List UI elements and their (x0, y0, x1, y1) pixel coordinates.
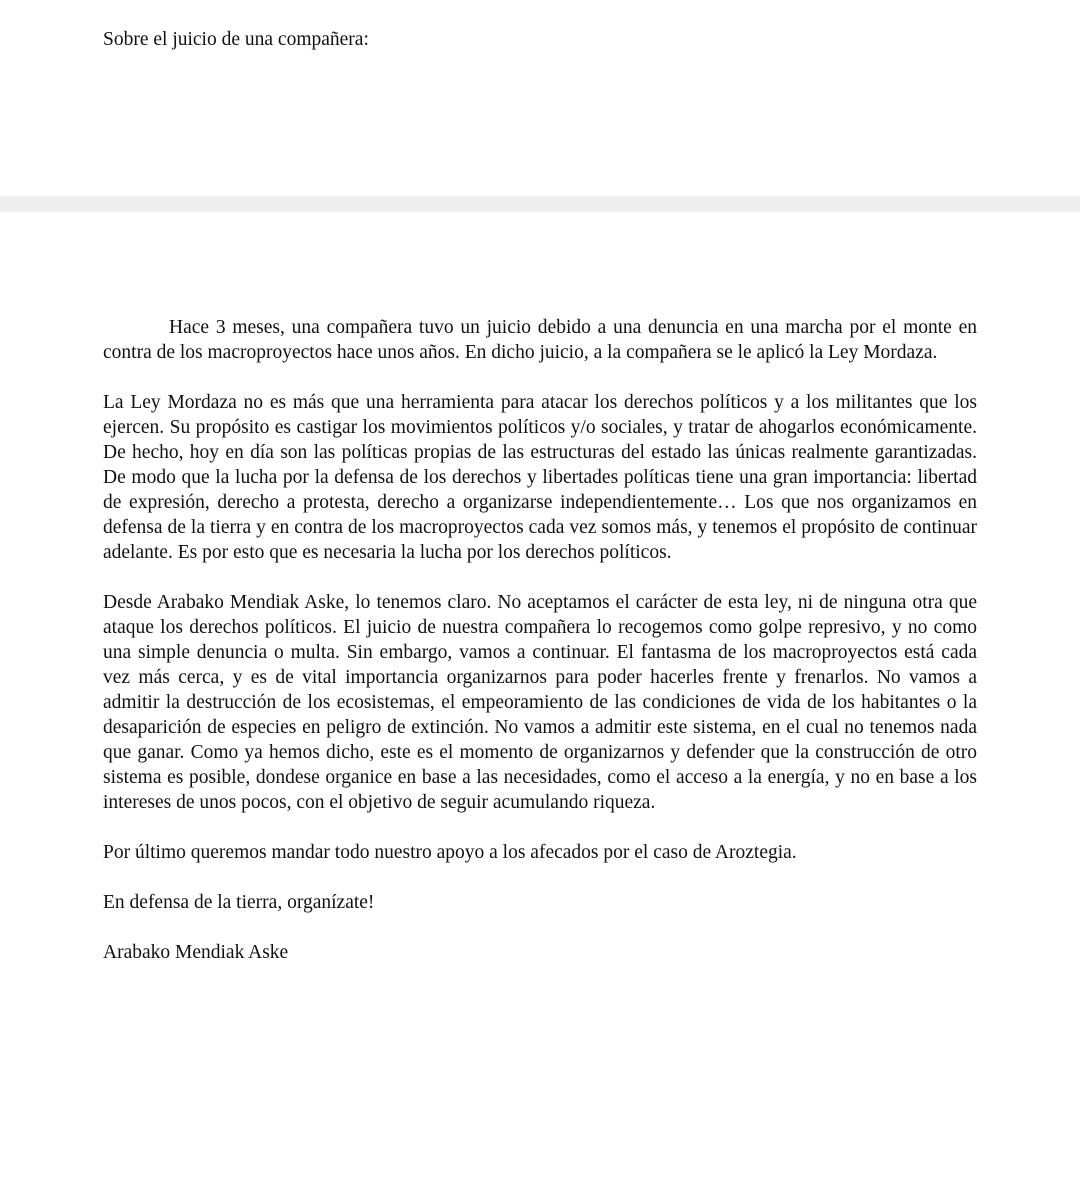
paragraph-ley-mordaza: La Ley Mordaza no es más que una herramienta para atacar los derechos políticos y a los militantes que los ejercen. Su propósito es castigar los movimientos políticos y/o sociales, y tratar de ahogarlos económicamente. De hecho, hoy en día son las políticas propias de las estructuras del estado las únicas realmente garantizadas. De modo que la lucha por la defensa de los derechos y libertades políticas tiene una gran importancia: libertad de expresión, derecho a protesta, derecho a organizarse independientemente… Los que nos organizamos en defensa de la tierra y en contra de los macroproyectos cada vez somos más, y tenemos el propósito de continuar adelante. Es por esto que es necesaria la lucha por los derechos políticos. (103, 392, 977, 563)
paragraph-position: Desde Arabako Mendiak Aske, lo tenemos claro. No aceptamos el carácter de esta ley, ni de ninguna otra que ataque los derechos políticos. El juicio de nuestra compañera lo recogemos como golpe represivo, y no como una simple denuncia o multa. Sin embargo, vamos a continuar. El fantasma de los macroproyectos está cada vez más cerca, y es de vital importancia organizarnos para poder hacerles frente y frenarlos. No vamos a admitir la destrucción de los ecosistemas, el empeoramiento de las condiciones de vida de los habitantes o la desaparición de especies en peligro de extinción. No vamos a admitir este sistema, en el cual no tenemos nada que ganar. Como ya hemos dicho, este es el momento de organizarnos y defender que la construcción de otro sistema es posible, dondese organice en base a las necesidades, como el acceso a la energía, y no en base a los intereses de unos pocos, con el objetivo de seguir acumulando riqueza. (103, 592, 977, 813)
document-page-top (0, 0, 1080, 196)
signature: Arabako Mendiak Aske (103, 942, 289, 963)
document-body (103, 315, 977, 990)
paragraph-slogan: En defensa de la tierra, organízate! (103, 892, 375, 913)
document-page-body (0, 212, 1080, 1190)
document-title: Sobre el juicio de una compañera: (103, 29, 369, 50)
paragraph-intro: Hace 3 meses, una compañera tuvo un juicio debido a una denuncia en una marcha por el monte en contra de los macroproyectos hace unos años. En dicho juicio, a la compañera se le aplicó la Ley Mordaza. (103, 317, 977, 363)
page-separator (0, 196, 1080, 212)
paragraph-support: Por último queremos mandar todo nuestro apoyo a los afecados por el caso de Aroztegia. (103, 842, 797, 863)
